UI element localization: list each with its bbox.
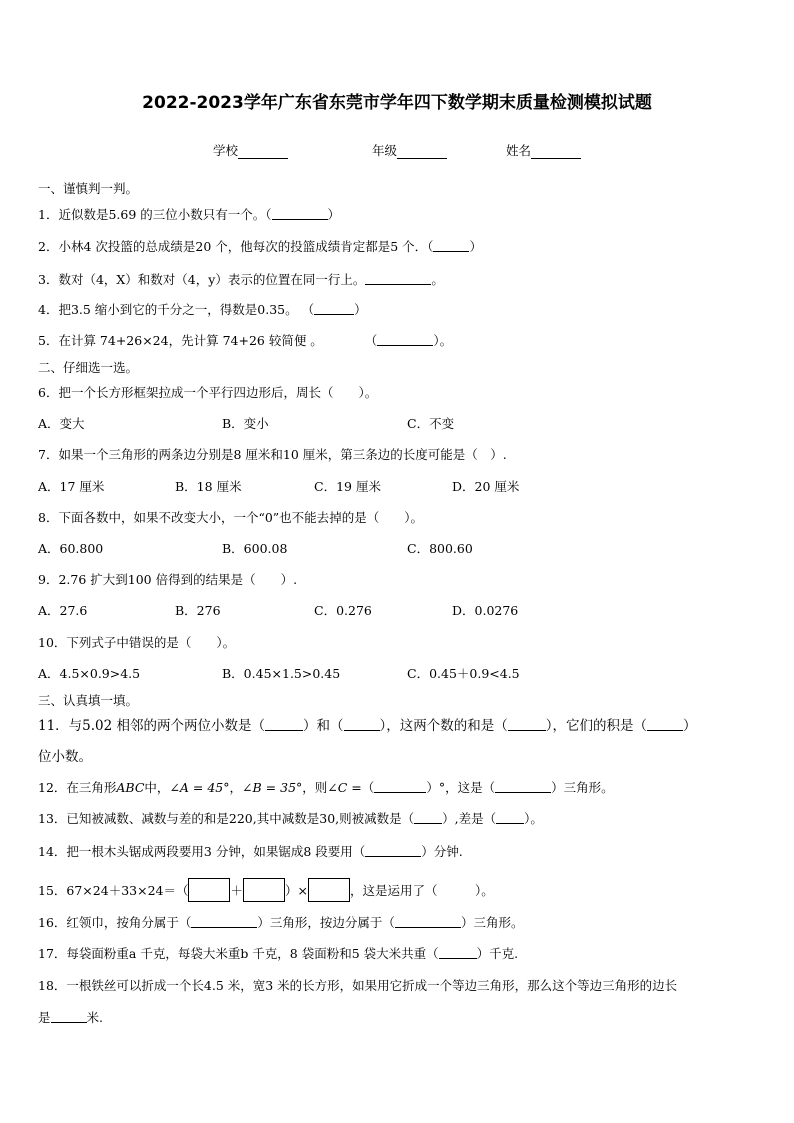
answer-blank-1[interactable]	[272, 208, 328, 220]
question-17: 17．每袋面粉重a 千克，每袋大米重b 千克，8 袋面粉和5 袋大米共重（ ）千克.	[38, 946, 519, 961]
answer-box-15c[interactable]	[308, 878, 350, 902]
option-10b[interactable]: B．0.45×1.5>0.45	[222, 666, 341, 681]
answer-blank-3[interactable]	[365, 273, 431, 285]
answer-box-15a[interactable]	[188, 878, 230, 902]
option-7a[interactable]: A．17 厘米	[38, 479, 105, 494]
grade-field	[372, 141, 447, 159]
answer-blank-13b[interactable]	[496, 812, 524, 824]
option-7d[interactable]: D．20 厘米	[452, 479, 520, 494]
name-field	[506, 141, 581, 159]
answer-blank-2[interactable]	[433, 240, 469, 252]
question-5: 5．在计算 74+26×24，先计算 74+26 较简便 。 （ ）。	[38, 333, 453, 348]
question-18-continued: 是 米.	[38, 1010, 103, 1025]
answer-blank-11c[interactable]	[508, 719, 546, 731]
question-13: 13．已知被减数、减数与差的和是220,其中减数是30,则被减数是（ ）,差是（ ）。	[38, 811, 543, 826]
option-9d[interactable]: D．0.0276	[452, 603, 519, 618]
option-8b[interactable]: B．600.08	[222, 541, 288, 556]
answer-blank-11b[interactable]	[344, 719, 380, 731]
answer-blank-11a[interactable]	[265, 719, 303, 731]
answer-blank-18[interactable]	[51, 1011, 87, 1023]
question-9: 9．2.76 扩大到100 倍得到的结果是（ ）.	[38, 572, 298, 587]
school-label: 学校	[213, 143, 239, 158]
section-heading-choose: 二、仔细选一选。	[38, 360, 139, 375]
option-8c[interactable]: C．800.60	[407, 541, 473, 556]
answer-blank-12b[interactable]	[495, 781, 551, 793]
answer-blank-12a[interactable]	[374, 781, 426, 793]
option-8a[interactable]: A．60.800	[38, 541, 104, 556]
question-10: 10．下列式子中错误的是（ ）。	[38, 635, 236, 650]
question-12: 12．在三角形ABC中，∠A = 45°，∠B = 35°，则∠C =（ ）°，这是（ ）三角形。	[38, 780, 614, 795]
answer-blank-5[interactable]	[377, 334, 433, 346]
grade-label: 年级	[372, 143, 398, 158]
question-11-continued: 位小数。	[38, 749, 92, 765]
section-heading-judge: 一、谨慎判一判。	[38, 181, 139, 196]
answer-blank-4[interactable]	[314, 303, 354, 315]
question-18: 18．一根铁丝可以折成一个长4.5 米，宽3 米的长方形，如果用它折成一个等边三角形，那么这个等边三角形的边长	[38, 978, 678, 993]
option-9c[interactable]: C．0.276	[314, 603, 372, 618]
question-3: 3．数对（4，X）和数对（4，y）表示的位置在同一行上。 。	[38, 272, 444, 287]
grade-blank[interactable]	[397, 145, 447, 159]
option-10a[interactable]: A．4.5×0.9>4.5	[38, 666, 141, 681]
option-7b[interactable]: B．18 厘米	[175, 479, 242, 494]
question-14: 14．把一根木头锯成两段要用3 分钟，如果锯成8 段要用（ ）分钟.	[38, 844, 463, 859]
answer-blank-14[interactable]	[365, 845, 421, 857]
section-heading-fill: 三、认真填一填。	[38, 693, 139, 708]
option-6c[interactable]: C．不变	[407, 416, 455, 431]
question-6: 6．把一个长方形框架拉成一个平行四边形后，周长（ ）。	[38, 385, 378, 400]
answer-blank-16a[interactable]	[191, 916, 257, 928]
question-8: 8．下面各数中，如果不改变大小，一个“0”也不能去掉的是（ ）。	[38, 510, 423, 525]
option-9b[interactable]: B．276	[175, 603, 221, 618]
question-4: 4．把3.5 缩小到它的千分之一，得数是0.35。 （ ）	[38, 302, 367, 317]
exam-title: 2022-2023学年广东省东莞市学年四下数学期末质量检测模拟试题	[142, 93, 652, 113]
answer-blank-13a[interactable]	[414, 812, 442, 824]
option-6b[interactable]: B．变小	[222, 416, 269, 431]
answer-blank-16b[interactable]	[395, 916, 461, 928]
option-7c[interactable]: C．19 厘米	[314, 479, 381, 494]
question-2: 2．小林4 次投篮的总成绩是20 个，他每次的投篮成绩肯定都是5 个．（ ）	[38, 239, 482, 254]
question-1: 1．近似数是5.69 的三位小数只有一个。（ ）	[38, 207, 341, 222]
question-16: 16．红领巾，按角分属于（ ）三角形，按边分属于（ ）三角形。	[38, 915, 524, 930]
answer-blank-17[interactable]	[439, 947, 477, 959]
question-11: 11．与5.02 相邻的两个两位小数是（ ）和（ ），这两个数的和是（ ），它们的积是（ ）	[38, 718, 697, 734]
option-6a[interactable]: A．变大	[38, 416, 85, 431]
answer-blank-11d[interactable]	[647, 719, 683, 731]
option-9a[interactable]: A．27.6	[38, 603, 88, 618]
name-blank[interactable]	[531, 145, 581, 159]
question-7: 7．如果一个三角形的两条边分别是8 厘米和10 厘米，第三条边的长度可能是（ ）.	[38, 447, 507, 462]
school-field	[213, 141, 288, 159]
option-10c[interactable]: C．0.45＋0.9<4.5	[407, 666, 520, 681]
school-blank[interactable]	[238, 145, 288, 159]
name-label: 姓名	[506, 143, 532, 158]
answer-box-15b[interactable]	[243, 878, 285, 902]
question-15: 15．67×24＋33×24＝（ ＋ ）× ，这是运用了（ ）。	[38, 878, 494, 903]
